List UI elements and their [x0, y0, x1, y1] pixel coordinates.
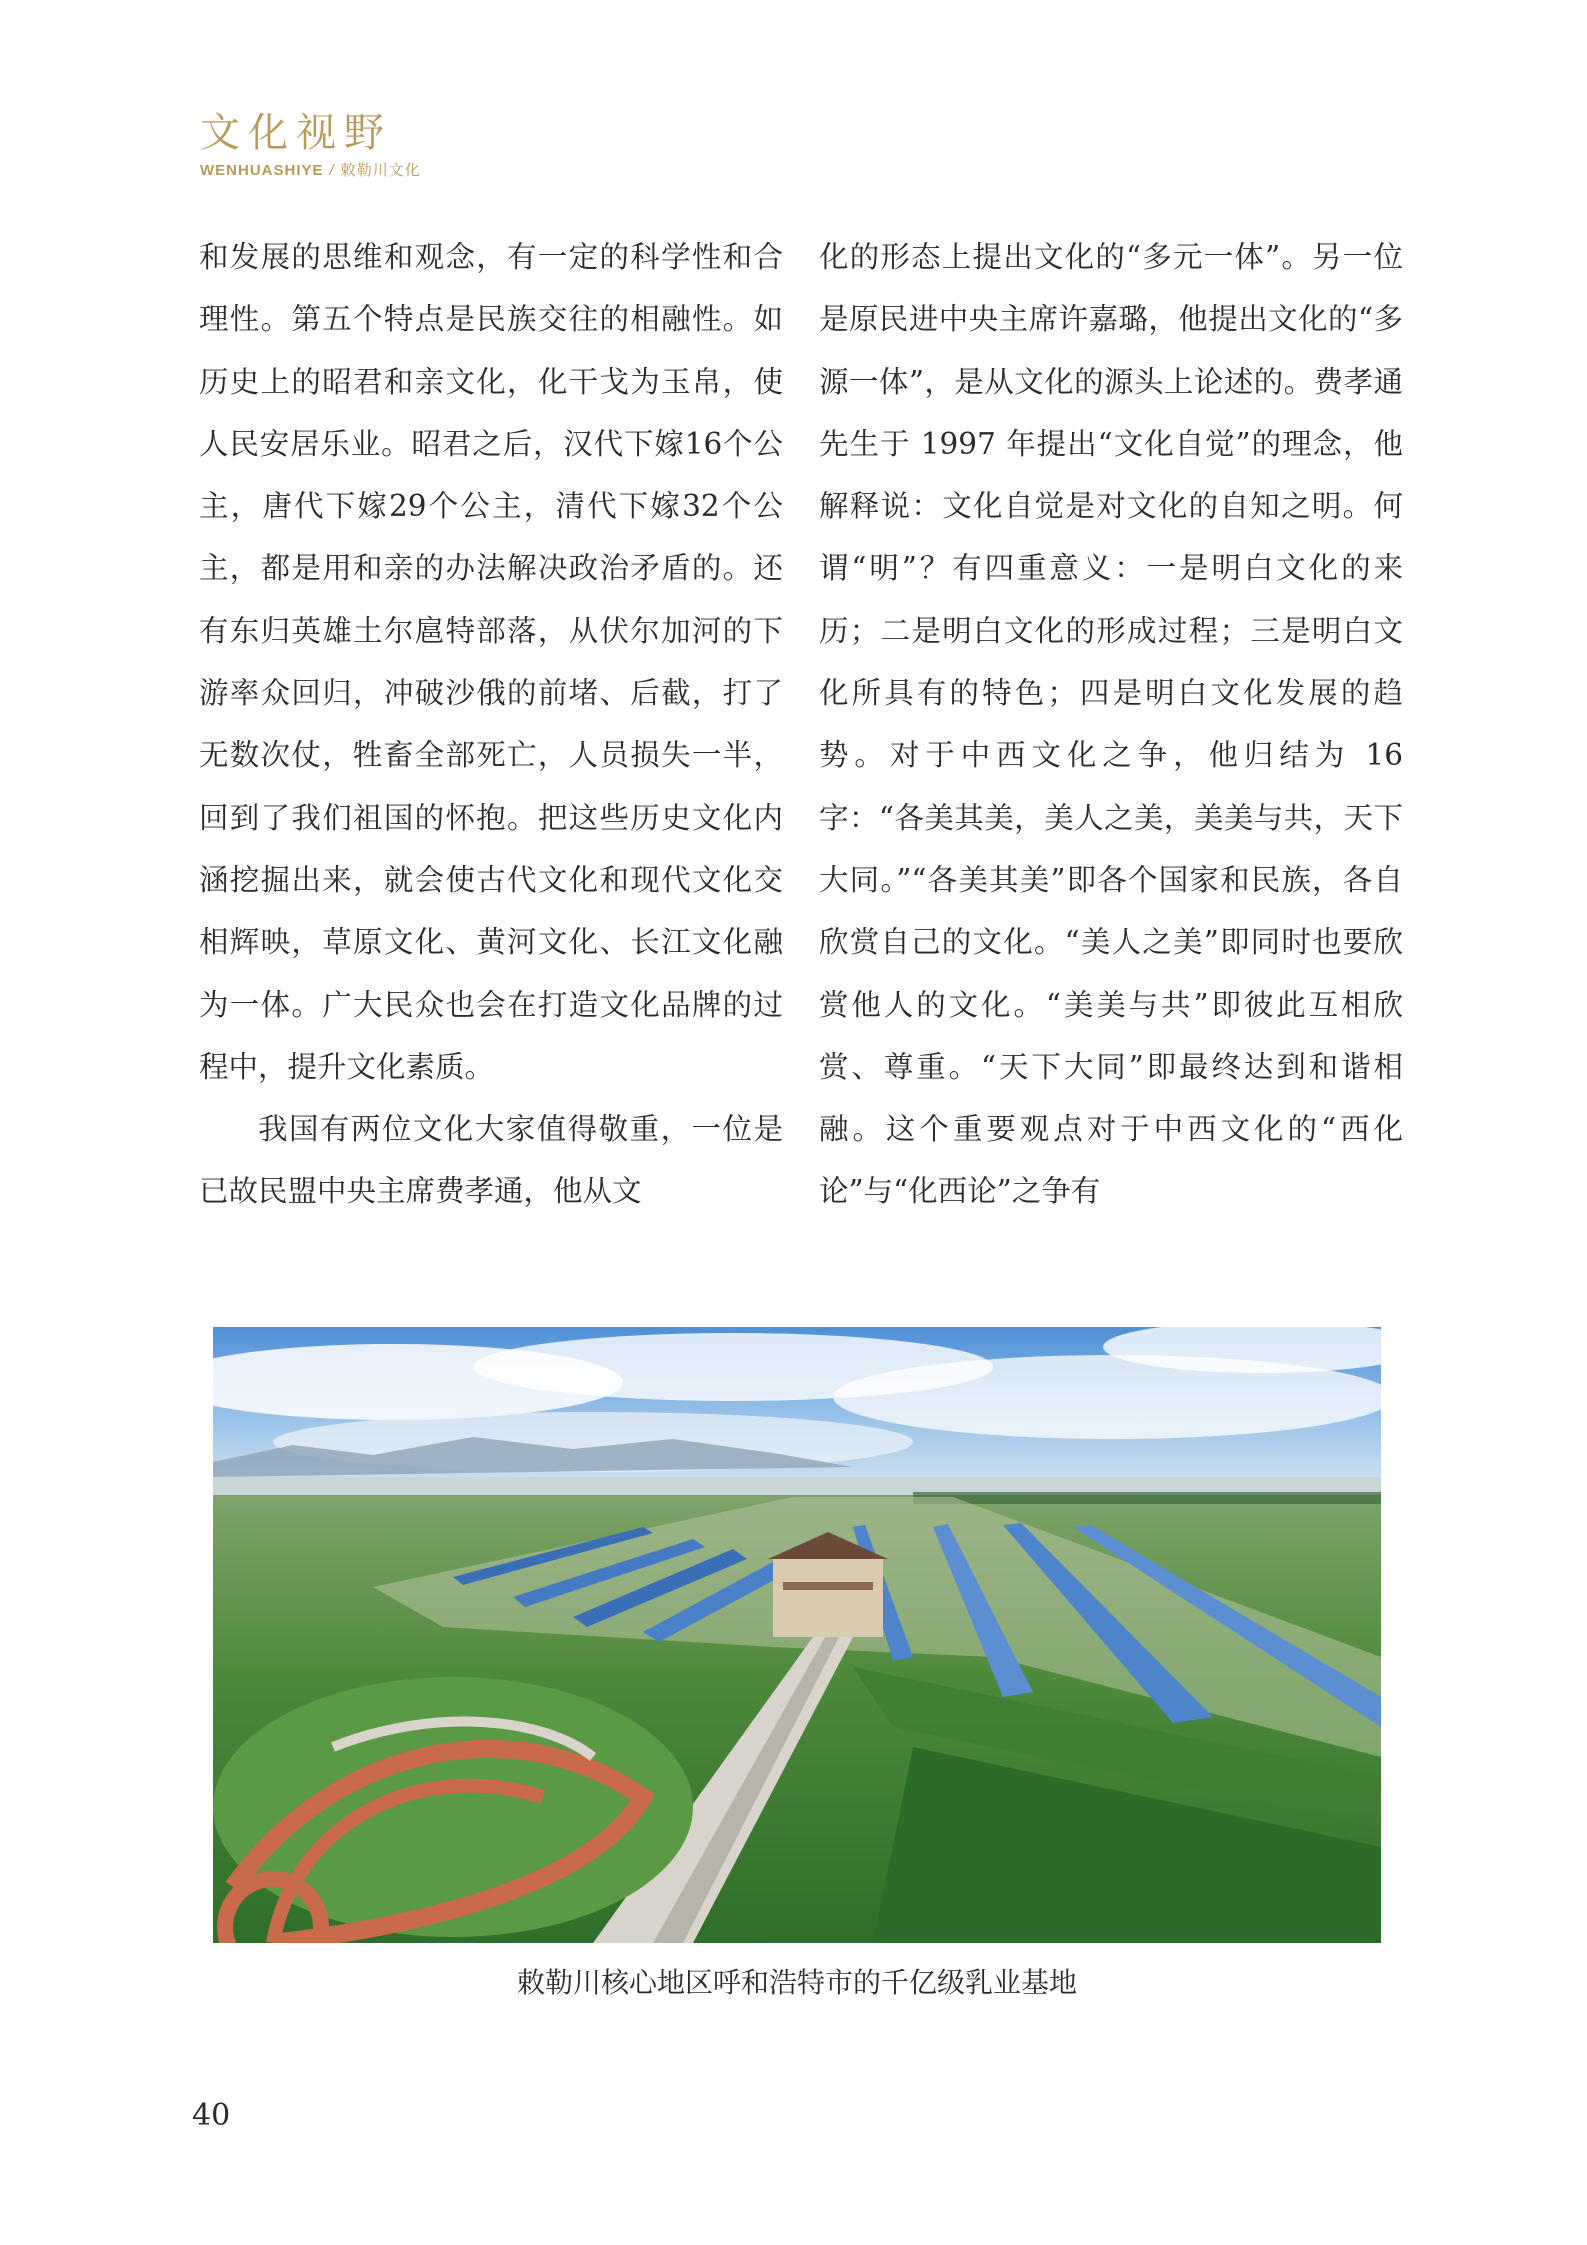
page-number: 40: [192, 2098, 231, 2133]
right-text-column: [819, 226, 1403, 1223]
left-text-column: [199, 226, 783, 1223]
running-header: [200, 108, 421, 180]
dairy-base-aerial-photo: [213, 1327, 1381, 1943]
left-paragraph-2: 我国有两位文化大家值得敬重，一位是已故民盟中央主席费孝通，他从文: [199, 1112, 783, 1209]
left-paragraph-1: 和发展的思维和观念，有一定的科学性和合理性。第五个特点是民族交往的相融性。如历史上的昭君和亲文化，化干戈为玉帛，使人民安居乐业。昭君之后，汉代下嫁16个公主，唐代下嫁29个公主，清代下嫁32个公主，都是用和亲的办法解决政治矛盾的。还有东归英雄土尔扈特部落，从伏尔加河的下游率众回归，冲破沙俄的前堵、后截，打了无数次仗，牲畜全部死亡，人员损失一半，回到了我们祖国的怀抱。把这些历史文化内涵挖掘出来，就会使古代文化和现代文化交相辉映，草原文化、黄河文化、长江文化融为一体。广大民众也会在打造文化品牌的过程中，提升文化素质。: [199, 240, 783, 1084]
right-paragraph-1: 化的形态上提出文化的“多元一体”。另一位是原民进中央主席许嘉璐，他提出文化的“多源一体”，是从文化的源头上论述的。费孝通先生于 1997 年提出“文化自觉”的理念，他解释说：文化自觉是对文化的自知之明。何谓“明”？有四重意义：一是明白文化的来历；二是明白文化的形成过程；三是明白文化所具有的特色；四是明白文化发展的趋势。对于中西文化之争，他归结为 16字：“各美其美，美人之美，美美与共，天下大同。”“各美其美”即各个国家和民族，各自欣赏自己的文化。“美人之美”即同时也要欣赏他人的文化。“美美与共”即彼此互相欣赏、尊重。“天下大同”即最终达到和谐相融。这个重要观点对于中西文化的“西化论”与“化西论”之争有: [819, 240, 1403, 1209]
section-subtitle: [200, 162, 421, 180]
subtitle-separator: /: [329, 162, 335, 179]
section-subtitle-chinese: 敕勒川文化: [340, 162, 421, 179]
figure-caption: 敕勒川核心地区呼和浩特市的千亿级乳业基地: [516, 1966, 1077, 1999]
section-subtitle-latin: WENHUASHIYE: [200, 162, 324, 179]
section-title: 文化视野: [200, 110, 392, 156]
